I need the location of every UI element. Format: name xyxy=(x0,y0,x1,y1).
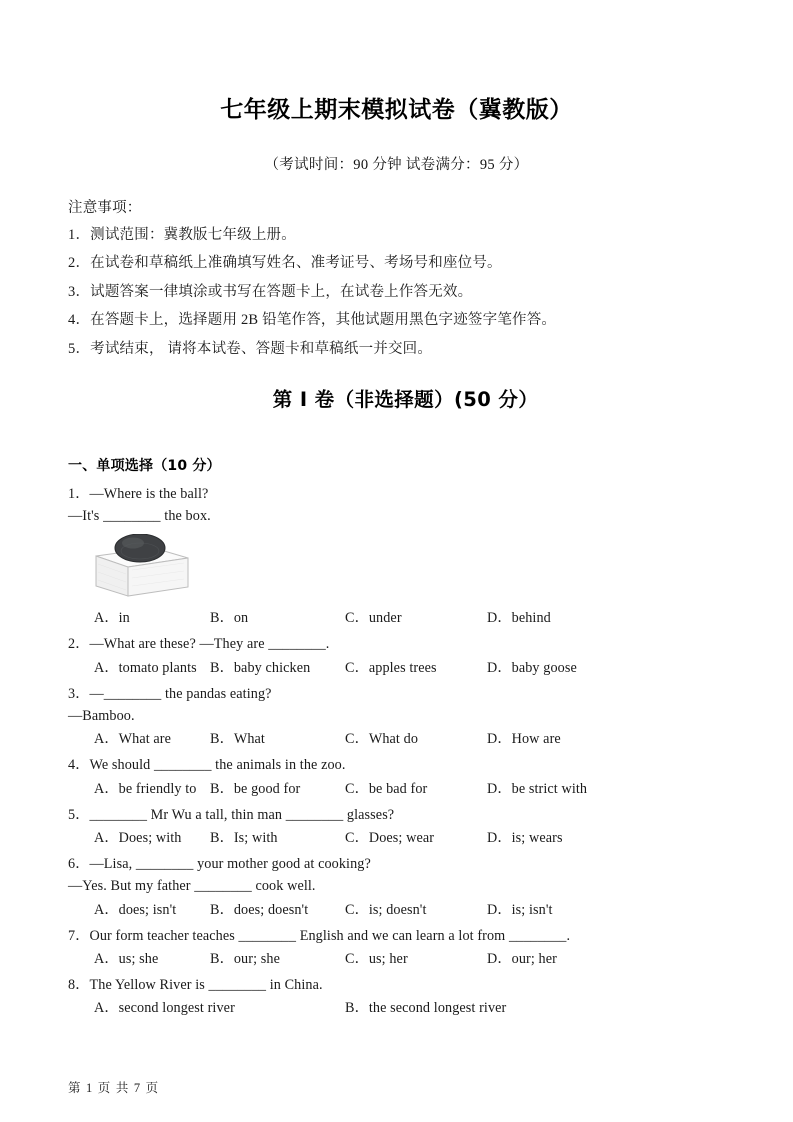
option-d[interactable]: D．is; isn't xyxy=(487,901,553,918)
option-a[interactable]: A．tomato plants xyxy=(94,659,197,676)
option-d[interactable]: D．How are xyxy=(487,731,561,748)
question-8 xyxy=(68,977,725,1019)
question-options xyxy=(68,1000,725,1019)
option-b[interactable]: B．What xyxy=(210,731,265,748)
question-stem: 3．—________ the pandas eating? xyxy=(68,685,272,702)
notice-heading: 注意事项： xyxy=(68,199,142,216)
question-stem: 4．We should ________ the animals in the zoo. xyxy=(68,757,346,774)
question-options xyxy=(68,830,725,849)
option-d[interactable]: D．baby goose xyxy=(487,659,577,676)
question-options xyxy=(68,902,725,921)
option-d[interactable]: D．behind xyxy=(487,610,551,627)
question-stem-continued: —Bamboo. xyxy=(68,707,135,724)
option-c[interactable]: C．Does; wear xyxy=(345,829,435,846)
question-2 xyxy=(68,636,725,678)
notice-item: 5．考试结束， 请将本试卷、答题卡和草稿纸一并交回。 xyxy=(68,341,433,358)
option-c[interactable]: C．under xyxy=(345,610,402,627)
question-stem: 5．________ Mr Wu a tall, thin man ________ glasses? xyxy=(68,806,395,823)
question-stem: 7．Our form teacher teaches ________ English and we can learn a lot from ________. xyxy=(68,927,571,944)
option-b[interactable]: B．on xyxy=(210,610,249,627)
option-d[interactable]: D．our; her xyxy=(487,950,557,967)
option-a[interactable]: A．does; isn't xyxy=(94,901,177,918)
notice-item: 4．在答题卡上，选择题用 2B 铅笔作答，其他试题用黑色字迹签字笔作答。 xyxy=(68,312,557,329)
volume-heading: 第 I 卷（非选择题）(50 分） xyxy=(272,387,539,411)
notice-block xyxy=(68,174,725,359)
option-b[interactable]: B．the second longest river xyxy=(345,1000,507,1017)
notice-item: 3．试题答案一律填涂或书写在答题卡上，在试卷上作答无效。 xyxy=(68,283,473,300)
question-3 xyxy=(68,686,725,751)
option-a[interactable]: A．in xyxy=(94,610,130,627)
question-options xyxy=(68,781,725,800)
option-b[interactable]: B．be good for xyxy=(210,780,301,797)
question-6 xyxy=(68,856,725,921)
option-d[interactable]: D．is; wears xyxy=(487,829,563,846)
question-stem: 8．The Yellow River is ________ in China. xyxy=(68,976,323,993)
option-a[interactable]: A．be friendly to xyxy=(94,780,197,797)
question-options xyxy=(68,610,725,629)
question-4 xyxy=(68,757,725,799)
option-a[interactable]: A．us; she xyxy=(94,950,159,967)
page-footer: 第 1 页 共 7 页 xyxy=(68,1081,160,1095)
notice-item: 1．测试范围：冀教版七年级上册。 xyxy=(68,226,296,243)
option-c[interactable]: C．be bad for xyxy=(345,780,428,797)
question-stem-continued: —It's ________ the box. xyxy=(68,508,211,525)
question-options xyxy=(68,731,725,750)
exam-meta-line: （考试时间：90 分钟 试卷满分：95 分） xyxy=(264,156,529,173)
question-stem-continued: —Yes. But my father ________ cook well. xyxy=(68,878,316,895)
question-options xyxy=(68,660,725,679)
option-c[interactable]: C．us; her xyxy=(345,950,408,967)
option-a[interactable]: A．second longest river xyxy=(94,1000,235,1017)
question-5 xyxy=(68,807,725,849)
option-a[interactable]: A．What are xyxy=(94,731,172,748)
notice-item: 2．在试卷和草稿纸上准确填写姓名、准考证号、考场号和座位号。 xyxy=(68,255,502,272)
option-d[interactable]: D．be strict with xyxy=(487,780,588,797)
option-b[interactable]: B．does; doesn't xyxy=(210,901,309,918)
ball-on-box-graphic xyxy=(76,534,194,604)
question-options xyxy=(68,951,725,970)
question-7 xyxy=(68,928,725,970)
option-b[interactable]: B．our; she xyxy=(210,950,280,967)
option-b[interactable]: B．Is; with xyxy=(210,829,278,846)
option-b[interactable]: B．baby chicken xyxy=(210,659,311,676)
question-1 xyxy=(68,475,725,630)
option-c[interactable]: C．What do xyxy=(345,731,419,748)
question-stem: 1．—Where is the ball? xyxy=(68,485,209,502)
option-c[interactable]: C．is; doesn't xyxy=(345,901,427,918)
question-stem: 2．—What are these? —They are ________. xyxy=(68,636,330,653)
option-a[interactable]: A．Does; with xyxy=(94,829,182,846)
option-c[interactable]: C．apples trees xyxy=(345,659,437,676)
ball-on-box-illustration xyxy=(68,534,725,606)
question-stem: 6．—Lisa, ________ your mother good at cooking? xyxy=(68,855,371,872)
page-title: 七年级上期末模拟试卷（冀教版） xyxy=(220,97,573,123)
section-heading-single-choice: 一、单项选择（10 分） xyxy=(68,457,221,474)
